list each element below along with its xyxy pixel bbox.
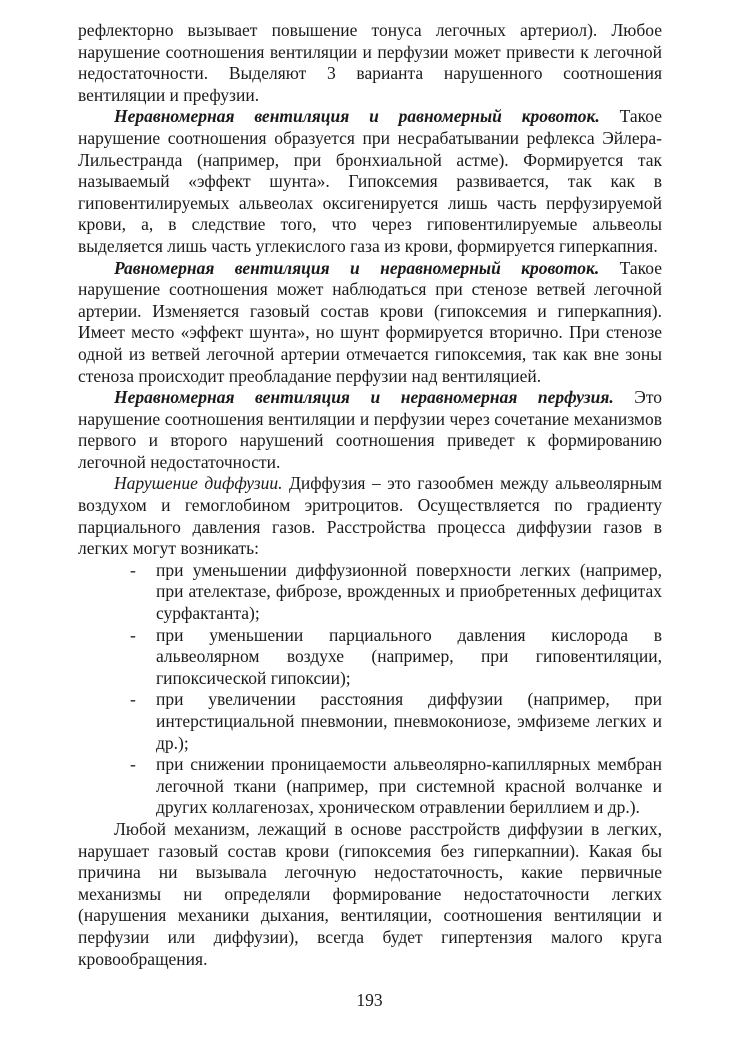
paragraph-text: Это нарушение соотношения вентиляции и перфузии через сочетание механизмов первого и второго нарушений соотношения приведет к формированию легочной недостаточности. <box>78 387 662 472</box>
paragraph-text: Диффузия – это газообмен между альвеолярным воздухом и гемоглобином эритроцитов. Осуществляется по градиенту парциального давления газов. Расстройства процесса диффузии газов в легких могут возникать: <box>78 473 662 559</box>
section-heading: Неравномерная вентиляция и равномерный кровоток. <box>114 106 600 127</box>
list-item <box>130 754 662 819</box>
bullet-dash: - <box>130 689 136 710</box>
paragraph-uneven-bloodflow <box>78 258 662 388</box>
section-heading: Равномерная вентиляция и неравномерный кровоток. <box>114 257 600 278</box>
list-item-text: при уменьшении диффузионной поверхности легких (например, при ателектазе, фиброзе, врожденных и приобретенных дефицитах сурфактанта); <box>156 559 662 624</box>
bullet-dash: - <box>130 754 136 775</box>
list-item-text: при увеличении расстояния диффузии (например, при интерстициальной пневмонии, пневмокониозе, эмфиземе легких и др.); <box>156 689 662 753</box>
list-item <box>130 689 662 754</box>
paragraph-conclusion: Любой механизм, лежащий в основе расстройств диффузии в легких, нарушает газовый состав крови (гипоксемия без гиперкапнии). Какая бы причина ни вызывала легочную недостаточность, какие первичные механизмы ни определяли формирование недостаточности легких (нарушения механики дыхания, вентиляции, соотношения вентиляции и перфузии или диффузии), всегда будет гипертензия малого круга кровообращения. <box>78 818 662 969</box>
list-item <box>130 624 662 690</box>
list-item <box>130 559 662 625</box>
paragraph-uneven-ventilation <box>78 106 662 257</box>
paragraph-text: Такое нарушение соотношения образуется при несрабатывании рефлекса Эйлера-Лильестранда (например, при бронхиальной астме). Формируется так называемый «эффект шунта». Гипоксемия развивается, так как в гиповентилируемых альвеолах оксигенируется лишь часть перфузируемой крови, а, в следствие того, что через гиповентилируемые альвеолы выделяется лишь часть углекислого газа из крови, формируется гиперкапния. <box>78 106 662 256</box>
list-item-text: при снижении проницаемости альвеолярно-капиллярных мембран легочной ткани (например, при системной красной волчанке и других коллагенозах, хроническом отравлении бериллием и др.). <box>156 754 662 818</box>
bullet-dash: - <box>130 624 136 645</box>
diffusion-causes-list <box>78 560 662 819</box>
bullet-dash: - <box>130 559 136 580</box>
paragraph-intro: рефлекторно вызывает повышение тонуса легочных артериол). Любое нарушение соотношения вентиляции и перфузии может привести к легочной недостаточности. Выделяют 3 варианта нарушенного соотношения вентиляции и префузии. <box>78 20 662 105</box>
page-body <box>78 20 662 970</box>
section-heading: Неравномерная вентиляция и неравномерная перфузия. <box>114 387 614 408</box>
paragraph-diffusion <box>78 473 662 559</box>
paragraph-text: Такое нарушение соотношения может наблюдаться при стенозе ветвей легочной артерии. Изменяется газовый состав крови (гипоксемия и гиперкапния). Имеет место «эффект шунта», но шунт формируется вторично. При стенозе одной из ветвей легочной артерии отмечается гипоксемия, так как вне зоны стеноза происходит преобладание перфузии над вентиляцией. <box>78 257 662 386</box>
list-item-text: при уменьшении парциального давления кислорода в альвеолярном воздухе (например, при гиповентиляции, гипоксической гипоксии); <box>156 624 662 688</box>
section-heading: Нарушение диффузии. <box>114 473 283 494</box>
page-number: 193 <box>356 990 383 1010</box>
paragraph-uneven-both <box>78 387 662 473</box>
